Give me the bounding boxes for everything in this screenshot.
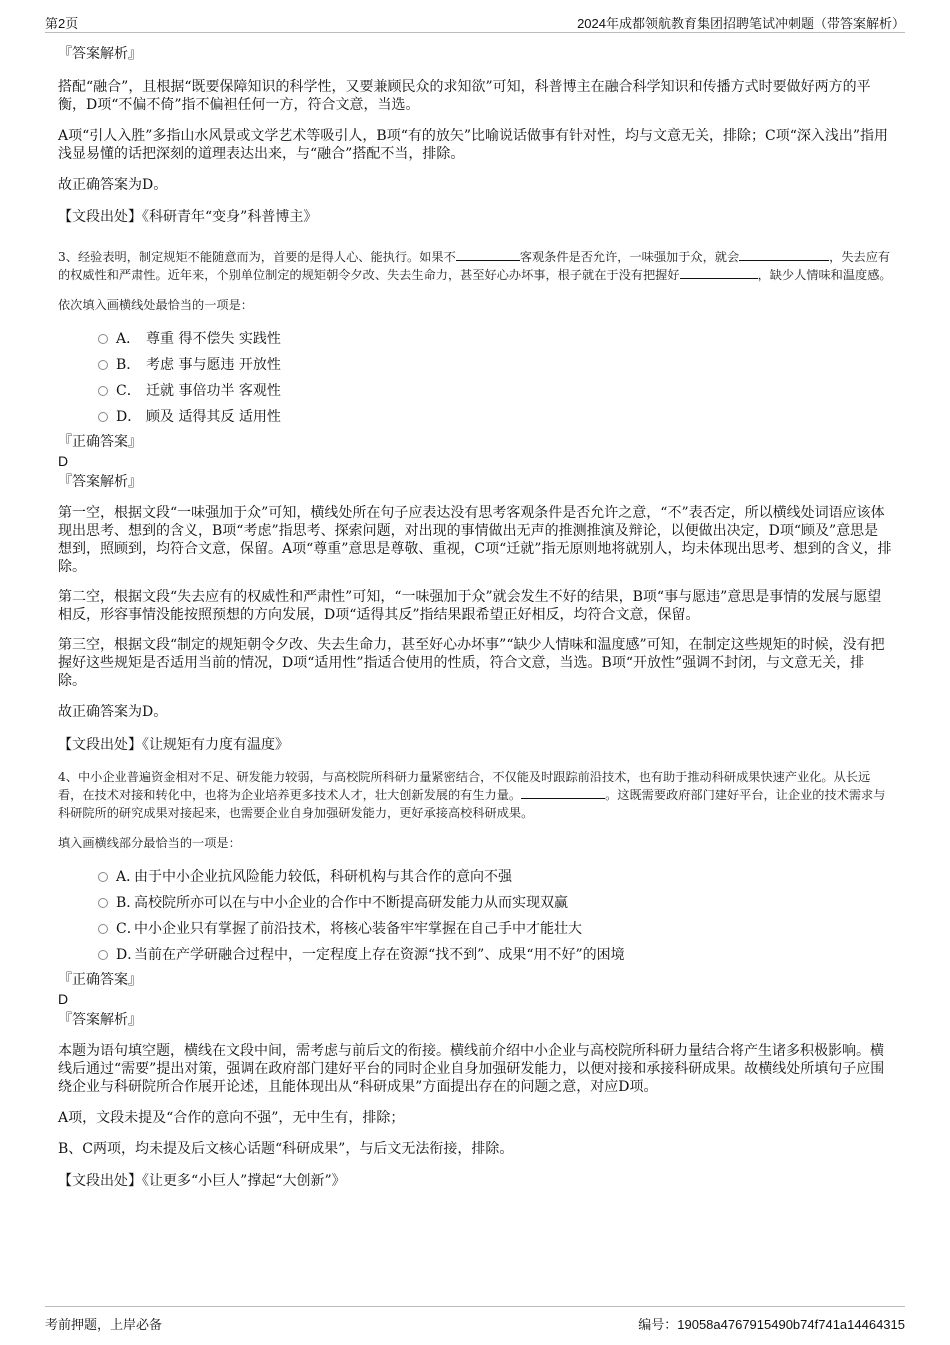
radio-icon[interactable] xyxy=(98,898,108,908)
option-text: 尊重 得不偿失 实践性 xyxy=(146,331,281,347)
footer-serial: 编号：19058a4767915490b74f741a14464315 xyxy=(638,1317,905,1332)
option-text: 由于中小企业抗风险能力较低，科研机构与其合作的意向不强 xyxy=(134,869,512,885)
q3-stem xyxy=(58,248,892,284)
q3-option-d[interactable] xyxy=(58,404,892,430)
q4-option-d[interactable] xyxy=(58,942,892,968)
q3-option-b[interactable] xyxy=(58,352,892,378)
option-letter: B． xyxy=(116,357,141,373)
q4-correct-answer: D xyxy=(58,991,69,1007)
q4-option-b[interactable] xyxy=(58,890,892,916)
option-letter: D． xyxy=(116,409,142,425)
option-letter: D． xyxy=(116,947,142,963)
option-letter: A． xyxy=(116,869,141,885)
option-text: 顾及 适得其反 适用性 xyxy=(146,409,281,425)
option-letter: B． xyxy=(116,895,141,911)
q4-analysis-p1: 本题为语句填空题，横线在文段中间，需考虑与前后文的衔接。横线前介绍中小企业与高校院所科研力量结合将产生诸多积极影响。横线后通过“需要”提出对策，强调在政府部门建好平台的同时企业自身加强研发能力，以便对接和承接科研成果。故横线处所填句子应围绕企业与科研院所合作展开论述，且能体现出从“科研成果”方面提出存在的问题之意，对应D项。 xyxy=(58,1043,885,1095)
q3-stem-part-3: ，失去应有的权威性和严肃性。近年来，个别单位制定的规矩朝令夕改、失去生命力，甚至好心办坏事，根子就在于没有把握好 xyxy=(58,250,891,282)
radio-icon[interactable] xyxy=(98,924,108,934)
q2-analysis-tag: 『答案解析』 xyxy=(58,46,142,62)
q3-option-c[interactable] xyxy=(58,378,892,404)
q4-stem-part-2: 。这既需要政府部门建好平台，让企业的技术需求与科研院所的研究成果对接起来，也需要企业自身加强研发能力，更好承接高校科研成果。 xyxy=(58,788,886,820)
option-text: 当前在产学研融合过程中，一定程度上存在资源“找不到”、成果“用不好”的困境 xyxy=(134,947,625,963)
q4-option-a[interactable] xyxy=(58,864,892,890)
q3-correct-tag: 『正确答案』 xyxy=(58,434,142,450)
q3-analysis-p3: 第三空，根据文段“制定的规矩朝令夕改、失去生命力，甚至好心办坏事”“缺少人情味和温度感”可知，在制定这些规矩的时候，没有把握好这些规矩是否适用当前的情况，D项“适用性”指适合使用的性质，符合文意，当选。B项“开放性”强调不封闭，与文意无关，排除。 xyxy=(58,637,885,689)
q3-blank-3 xyxy=(680,266,758,279)
q3-blank-2 xyxy=(739,248,829,261)
option-text: 迁就 事倍功半 客观性 xyxy=(146,383,281,399)
page-number: 第2页 xyxy=(45,16,79,31)
radio-icon[interactable] xyxy=(98,950,108,960)
page-header xyxy=(45,10,905,33)
q4-blank xyxy=(521,786,605,799)
q3-source: 【文段出处】《让规矩有力度有温度》 xyxy=(58,737,289,753)
q4-option-c[interactable] xyxy=(58,916,892,942)
q3-conclusion: 故正确答案为D。 xyxy=(58,704,168,720)
q3-stem-part-2: 客观条件是否允许，一味强加于众，就会 xyxy=(519,250,740,264)
q2-analysis-p2: A项“引人入胜”多指山水风景或文学艺术等吸引人，B项“有的放矢”比喻说话做事有针对性，均与文意无关，排除；C项“深入浅出”指用浅显易懂的话把深刻的道理表达出来，与“融合”搭配不当，排除。 xyxy=(58,128,889,162)
q3-stem-part-4: ，缺少人情味和温度感。 xyxy=(757,268,892,282)
option-letter: A． xyxy=(116,331,141,347)
q4-options xyxy=(58,864,892,968)
q2-conclusion: 故正确答案为D。 xyxy=(58,177,168,193)
option-text: 中小企业只有掌握了前沿技术，将核心装备牢牢掌握在自己手中才能壮大 xyxy=(134,921,582,937)
q4-analysis-tag: 『答案解析』 xyxy=(58,1012,142,1028)
q4-stem xyxy=(58,768,892,822)
q3-blank-1 xyxy=(456,248,520,261)
q4-analysis-p3: B、C两项，均未提及后文核心话题“科研成果”，与后文无法衔接，排除。 xyxy=(58,1141,514,1157)
q4-correct-tag: 『正确答案』 xyxy=(58,972,142,988)
q2-analysis-p1: 搭配“融合”，且根据“既要保障知识的科学性，又要兼顾民众的求知欲”可知，科普博主在融合科学知识和传播方式时要做好两方的平衡，D项“不偏不倚”指不偏袒任何一方，符合文意，当选。 xyxy=(58,79,871,113)
radio-icon[interactable] xyxy=(98,872,108,882)
option-text: 高校院所亦可以在与中小企业的合作中不断提高研发能力从而实现双赢 xyxy=(134,895,568,911)
radio-icon[interactable] xyxy=(98,412,108,422)
footer-slogan: 考前押题，上岸必备 xyxy=(45,1317,163,1332)
q2-source: 【文段出处】《科研青年“变身”科普博主》 xyxy=(58,209,318,225)
q3-option-a[interactable] xyxy=(58,326,892,352)
radio-icon[interactable] xyxy=(98,334,108,344)
q4-analysis-p2: A项，文段未提及“合作的意向不强”，无中生有，排除； xyxy=(58,1110,405,1126)
q3-correct-answer: D xyxy=(58,453,69,469)
page-footer xyxy=(45,1306,905,1331)
q3-options xyxy=(58,326,892,430)
q3-analysis-p1: 第一空，根据文段“一味强加于众”可知，横线处所在句子应表达没有思考客观条件是否允许之意，“不”表否定，所以横线处词语应该体现出思考、想到的含义，B项“考虑”指思考、探索问题，对出现的事情做出无声的推测推演及辩论，以便做出决定，D项“顾及”意思是想到，照顾到，均符合文意，保留。A项“尊重”意思是尊敬、重视，C项“迁就”指无原则地将就别人，均未体现出思考、想到的含义，排除。 xyxy=(58,505,892,575)
option-letter: C． xyxy=(116,921,141,937)
q3-analysis-p2: 第二空，根据文段“失去应有的权威性和严肃性”可知，“一味强加于众”就会发生不好的结果，B项“事与愿违”意思是事情的发展与愿望相反，形容事情没能按照预想的方向发展，D项“适得其反”指结果跟希望正好相反，均符合文意，保留。 xyxy=(58,589,882,623)
radio-icon[interactable] xyxy=(98,360,108,370)
q3-prompt: 依次填入画横线处最恰当的一项是： xyxy=(58,298,253,312)
q4-prompt: 填入画横线部分最恰当的一项是： xyxy=(58,836,241,850)
q3-stem-part-1: 3、经验表明，制定规矩不能随意而为，首要的是得人心、能执行。如果不 xyxy=(58,250,456,264)
option-text: 考虑 事与愿违 开放性 xyxy=(146,357,281,373)
page-content xyxy=(58,44,892,1190)
q4-stem-part-1: 4、中小企业普遍资金相对不足、研发能力较弱，与高校院所科研力量紧密结合，不仅能及时跟踪前沿技术，也有助于推动科研成果快速产业化。从长远看，在技术对接和转化中，也将为企业培养更多技术人才，壮大创新发展的有生力量。 xyxy=(58,770,871,802)
q4-source: 【文段出处】《让更多“小巨人”撑起“大创新”》 xyxy=(58,1173,346,1189)
option-letter: C． xyxy=(116,383,141,399)
radio-icon[interactable] xyxy=(98,386,108,396)
q3-analysis-tag: 『答案解析』 xyxy=(58,474,142,490)
document-title: 2024年成都领航教育集团招聘笔试冲刺题（带答案解析） xyxy=(577,16,905,31)
